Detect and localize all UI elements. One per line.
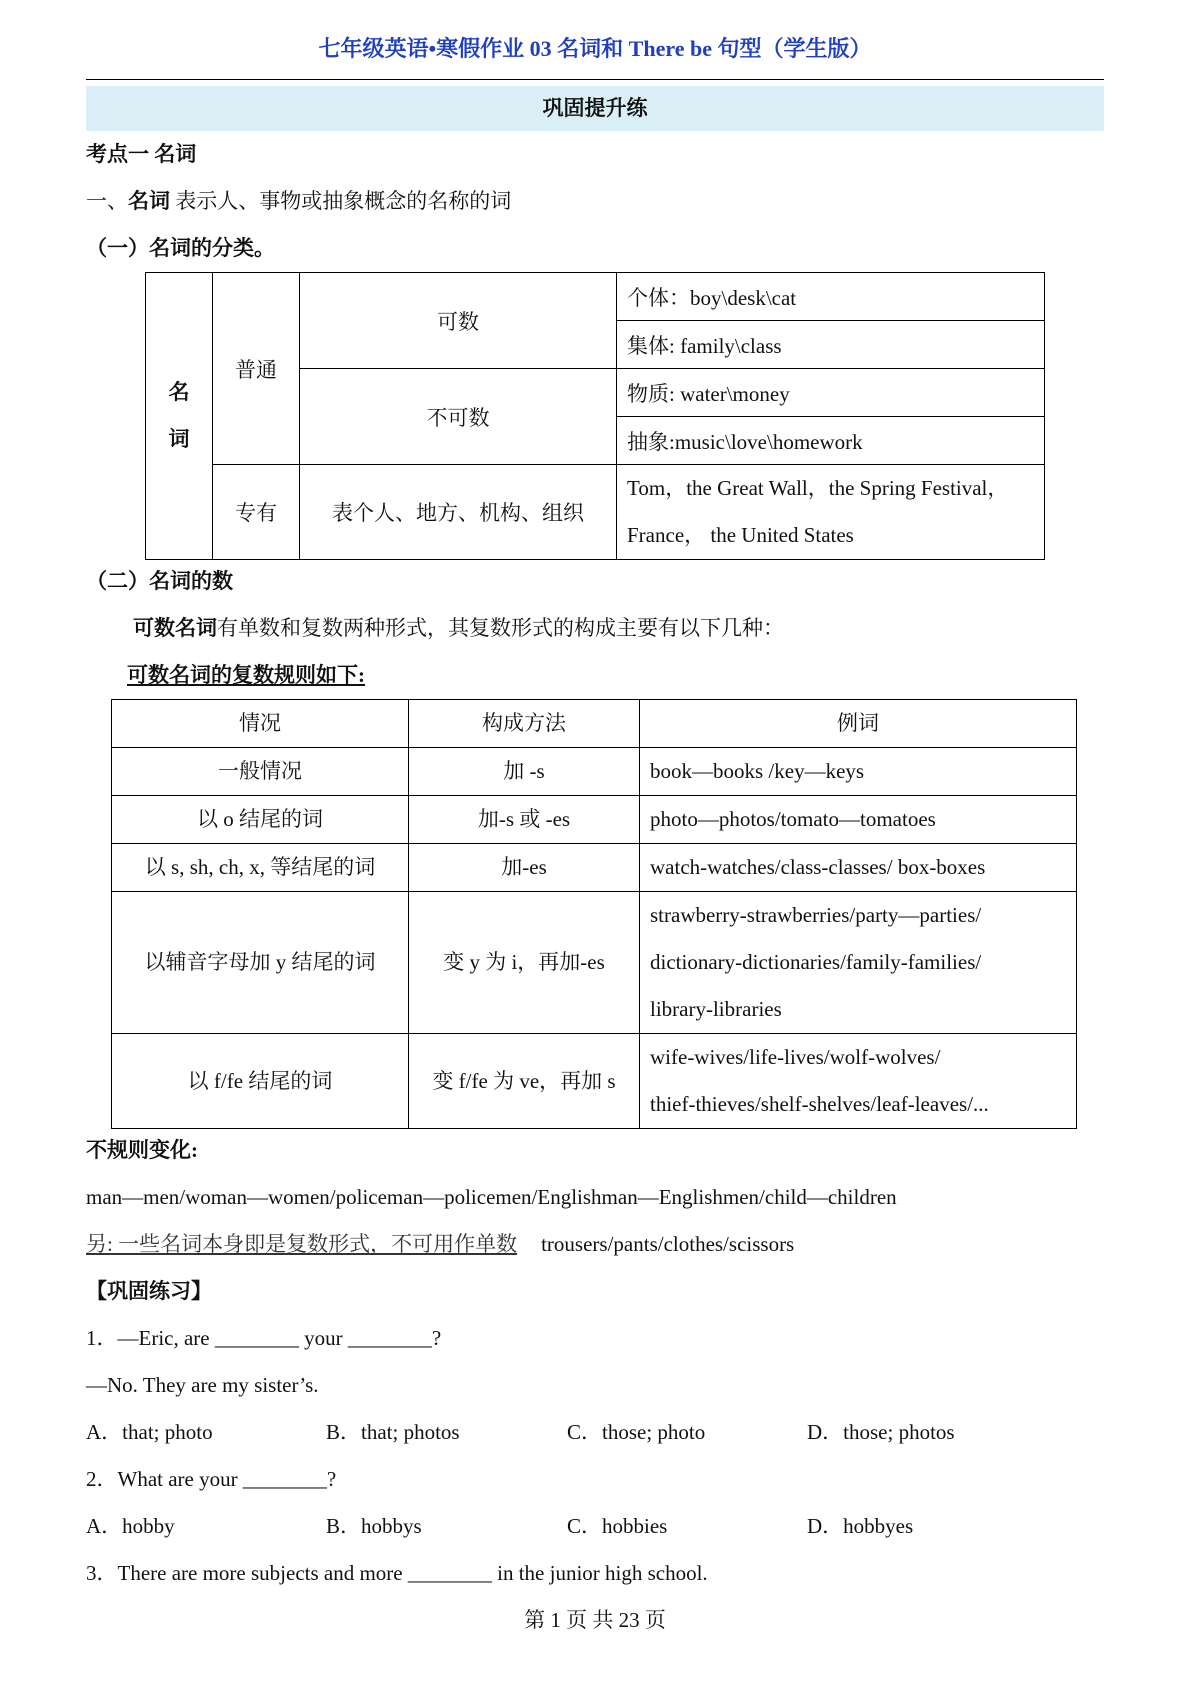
irregular-heading-text: 不规则变化: xyxy=(86,1138,198,1162)
rule-example-line: wife-wives/life-lives/wolf-wolves/ xyxy=(650,1045,941,1069)
cell-uncountable: 不可数 xyxy=(300,369,617,465)
cell-proper-desc: 表个人、地方、机构、组织 xyxy=(300,465,617,560)
sub1-text: （一）名词的分类。 xyxy=(86,236,275,260)
plural-rules-table xyxy=(111,699,1077,1129)
sub-heading-number xyxy=(86,558,233,605)
rule-example-line: photo—photos/tomato—tomatoes xyxy=(650,807,936,831)
document-title: 七年级英语•寒假作业 03 名词和 There be 句型（学生版） xyxy=(318,36,872,61)
question-1: 1．—Eric, are ________ your ________? xyxy=(86,1326,442,1350)
q1-option-b[interactable]: B．that; photos xyxy=(326,1420,460,1444)
rule-row xyxy=(112,844,1077,892)
practice-heading-text: 【巩固练习】 xyxy=(86,1279,212,1303)
rule-row xyxy=(112,892,1077,1034)
q2-option-c[interactable]: C．hobbies xyxy=(567,1514,668,1538)
rules-title xyxy=(127,652,365,699)
header-rule xyxy=(86,79,1104,80)
rule-examples xyxy=(640,748,1077,796)
rule-examples xyxy=(640,844,1077,892)
rule-example-line: book—books /key—keys xyxy=(650,759,865,783)
cell-individual: 个体：boy\desk\cat xyxy=(617,273,1045,321)
proper-example-1: Tom，the Great Wall，the Spring Festival， xyxy=(627,476,1009,500)
rule-case: 以 s, sh, ch, x, 等结尾的词 xyxy=(112,844,409,892)
sub2-text: （二）名词的数 xyxy=(86,569,233,593)
section-band: 巩固提升练 xyxy=(86,86,1104,131)
rule-case: 以 f/fe 结尾的词 xyxy=(112,1034,409,1129)
q2-option-a[interactable]: A．hobby xyxy=(86,1514,175,1538)
rule-row xyxy=(112,796,1077,844)
rule-method: 变 f/fe 为 ve，再加 s xyxy=(409,1034,640,1129)
rule-example-line: strawberry-strawberries/party—parties/ xyxy=(650,903,982,927)
header-examples: 例词 xyxy=(640,700,1077,748)
rule-example-line: watch-watches/class-classes/ box-boxes xyxy=(650,855,986,879)
practice-heading xyxy=(86,1268,212,1315)
note-text: 另: 一些名词本身即是复数形式，不可用作单数 xyxy=(86,1232,518,1256)
rule-example-line: dictionary-dictionaries/family-families/ xyxy=(650,950,982,974)
rule-method: 加-s 或 -es xyxy=(409,796,640,844)
rule-method: 加 -s xyxy=(409,748,640,796)
cell-countable: 可数 xyxy=(300,273,617,369)
question-1-reply: —No. They are my sister’s. xyxy=(86,1373,319,1397)
page-footer: 第 1 页 共 23 页 xyxy=(524,1608,666,1632)
rule-case: 以 o 结尾的词 xyxy=(112,796,409,844)
cell-collective: 集体: family\class xyxy=(617,321,1045,369)
rule-method: 变 y 为 i，再加-es xyxy=(409,892,640,1034)
header-case: 情况 xyxy=(112,700,409,748)
rule-examples xyxy=(640,1034,1077,1129)
intro-text: 有单数和复数两种形式，其复数形式的构成主要有以下几种： xyxy=(217,616,784,640)
irregular-heading xyxy=(86,1127,198,1174)
topic-heading xyxy=(86,131,196,178)
rule-row xyxy=(112,748,1077,796)
irregular-list: man—men/woman—women/policeman—policemen/Englishman—Englishmen/child—children xyxy=(86,1185,897,1209)
cell-material: 物质: water\money xyxy=(617,369,1045,417)
def-text: 表示人、事物或抽象概念的名称的词 xyxy=(170,189,512,213)
note-examples: trousers/pants/clothes/scissors xyxy=(541,1232,795,1256)
q1-option-a[interactable]: A．that; photo xyxy=(86,1420,213,1444)
cell-abstract: 抽象:music\love\homework xyxy=(617,417,1045,465)
plural-only-note xyxy=(86,1221,794,1268)
rule-row xyxy=(112,1034,1077,1129)
def-bold: 名词 xyxy=(128,189,170,213)
rule-examples xyxy=(640,892,1077,1034)
def-prefix: 一、 xyxy=(86,189,128,213)
countable-intro xyxy=(133,605,784,652)
rule-example-line: thief-thieves/shelf-shelves/leaf-leaves/... xyxy=(650,1092,989,1116)
cell-proper: 专有 xyxy=(213,465,300,560)
cell-common: 普通 xyxy=(213,273,300,465)
topic-heading-text: 考点一 名词 xyxy=(86,142,197,166)
intro-bold: 可数名词 xyxy=(133,616,217,640)
q2-option-b[interactable]: B．hobbys xyxy=(326,1514,422,1538)
rules-title-text: 可数名词的复数规则如下: xyxy=(127,663,365,687)
q1-option-c[interactable]: C．those; photo xyxy=(567,1420,706,1444)
rule-examples xyxy=(640,796,1077,844)
question-1-options xyxy=(86,1409,1104,1456)
noun-definition xyxy=(86,178,511,225)
q2-option-d[interactable]: D．hobbyes xyxy=(807,1514,914,1538)
sub-heading-classification xyxy=(86,225,275,272)
rule-method: 加-es xyxy=(409,844,640,892)
root-label: 名 词 xyxy=(168,380,190,451)
noun-classification-table xyxy=(145,272,1045,560)
header-method: 构成方法 xyxy=(409,700,640,748)
cell-root xyxy=(146,273,213,560)
rule-example-line: library-libraries xyxy=(650,997,782,1021)
question-3: 3．There are more subjects and more ________ in the junior high school. xyxy=(86,1561,708,1585)
question-2: 2．What are your ________? xyxy=(86,1467,337,1491)
question-2-options xyxy=(86,1503,1104,1550)
proper-example-2: France， the United States xyxy=(627,523,854,547)
rule-case: 一般情况 xyxy=(112,748,409,796)
cell-proper-examples xyxy=(617,465,1045,560)
q1-option-d[interactable]: D．those; photos xyxy=(807,1420,955,1444)
rule-case: 以辅音字母加 y 结尾的词 xyxy=(112,892,409,1034)
